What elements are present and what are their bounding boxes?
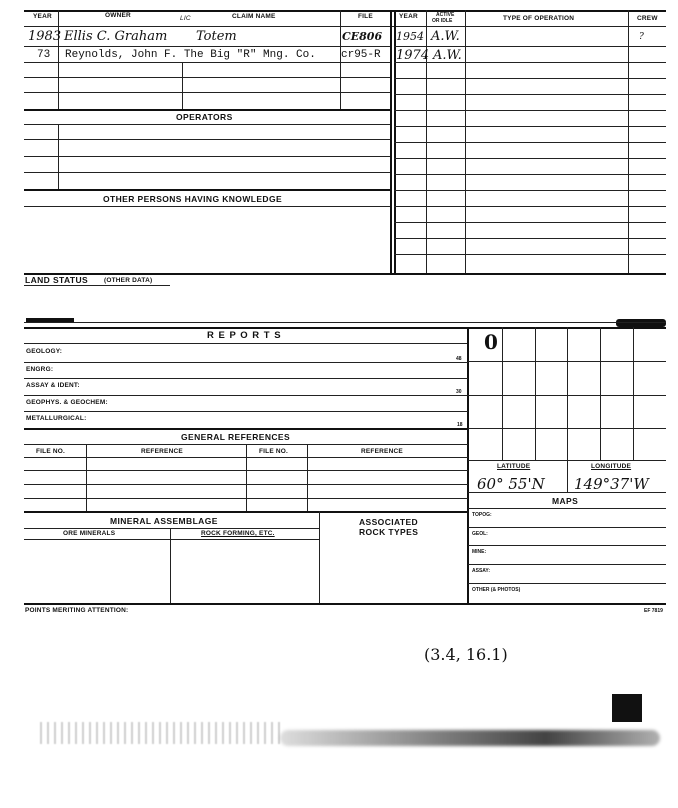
rule-land-status-underline [24, 285, 170, 286]
activity-row1-year: 1954 [396, 30, 424, 43]
section-operators: OPERATORS [176, 112, 233, 122]
header-claim-name: CLAIM NAME [232, 13, 276, 20]
rule-bottom-top-2 [24, 327, 666, 329]
rule-bottom-top [24, 322, 666, 323]
activity-row2-year: 1974 [396, 48, 430, 63]
rule-r-row13 [394, 238, 666, 239]
rule-reports-bottom [24, 343, 468, 344]
rule-v-year [58, 10, 59, 110]
activity-row2-status: A.W. [433, 48, 462, 63]
header-active: ACTIVE [436, 12, 455, 18]
black-mark-right [616, 319, 666, 327]
rule-operators-top [24, 109, 390, 111]
maps-topog: TOPOG: [472, 512, 492, 518]
rule-grid-v4 [600, 327, 601, 460]
rule-r-row3 [394, 78, 666, 79]
header-or-idle: OR IDLE [432, 18, 453, 24]
section-associated-line2: ROCK TYPES [359, 527, 419, 537]
rule-maps-3 [468, 545, 666, 546]
rule-r-row7 [394, 142, 666, 143]
rule-operators-bottom [24, 124, 390, 125]
rule-maps-5 [468, 583, 666, 584]
owner-row2-year: 73 [37, 49, 51, 61]
rule-r-row12 [394, 222, 666, 223]
ore-minerals: ORE MINERALS [63, 530, 116, 537]
rule-r-row11 [394, 206, 666, 207]
scan-smudge [280, 730, 660, 746]
rule-rep-2 [24, 378, 468, 379]
header-owner-mark: LIC [180, 15, 191, 22]
refs-file-no: FILE NO. [36, 448, 66, 455]
maps-geol: GEOL: [472, 531, 488, 537]
rule-grid-v5 [633, 327, 634, 460]
owner-row1-year: 1983 [28, 29, 62, 44]
black-square-mark [612, 694, 642, 722]
rule-v-divider [390, 10, 392, 274]
report-geophys: GEOPHYS. & GEOCHEM: [26, 399, 108, 406]
crew-mark: ? [639, 32, 644, 42]
report-metallurgical: METALLURGICAL: [26, 415, 87, 422]
maps-assay: ASSAY: [472, 568, 491, 574]
rule-gr-bottom [24, 511, 468, 513]
rule-r-row14 [394, 254, 666, 255]
section-other-persons: OTHER PERSONS HAVING KNOWLEDGE [103, 194, 283, 204]
longitude-value: 149°37'W [574, 475, 649, 493]
rule-v-right-panel [467, 327, 469, 603]
section-associated-line1: ASSOCIATED [359, 517, 419, 527]
rule-rep-1 [24, 362, 468, 363]
latitude-value: 60° 55'N [477, 475, 545, 493]
rule-r-row1 [394, 46, 666, 47]
section-land-status-sub: (OTHER DATA) [104, 277, 153, 284]
refs-reference: REFERENCE [141, 448, 183, 455]
rule-v-gr-3 [307, 444, 308, 511]
rock-forming: ROCK FORMING, ETC. [201, 530, 275, 537]
rule-r-row8 [394, 158, 666, 159]
report-num-geophys: 30 [456, 389, 462, 395]
activity-row1-status: A.W. [431, 29, 460, 44]
rule-r-row9 [394, 174, 666, 175]
rule-owner-row2 [24, 62, 390, 63]
report-engrg: ENGRG: [26, 366, 54, 373]
rule-op-row1 [24, 139, 390, 140]
rule-owner-row3 [24, 77, 390, 78]
latitude-label: LATITUDE [497, 463, 531, 470]
header-year2: YEAR [399, 13, 418, 20]
rule-r-row10 [394, 190, 666, 191]
rule-owner-row1 [24, 46, 390, 47]
header-year: YEAR [33, 13, 52, 20]
rule-grid-h3 [468, 428, 666, 429]
rule-rep-3 [24, 395, 468, 396]
rule-v-ma [170, 528, 171, 603]
refs-reference2: REFERENCE [361, 448, 403, 455]
rule-maps-1 [468, 508, 666, 509]
rule-v-operators [58, 124, 59, 190]
handwritten-annotation: (3.4, 16.1) [424, 645, 508, 664]
points-meriting-attention: POINTS MERITING ATTENTION: [25, 607, 129, 614]
rule-owner-row4 [24, 92, 390, 93]
rule-op-row2 [24, 156, 390, 157]
rule-v-gr-2 [246, 444, 247, 511]
rule-header-bottom [24, 26, 666, 27]
owner-row1-claim: Totem [196, 29, 237, 44]
maps-title: MAPS [552, 496, 579, 506]
rule-grid-v1 [502, 327, 503, 460]
rule-r-row6 [394, 126, 666, 127]
rule-ma-2 [24, 539, 319, 540]
report-num-geology: 48 [456, 356, 462, 362]
rule-rep-4 [24, 411, 468, 412]
rule-maps-4 [468, 564, 666, 565]
maps-other: OTHER (& PHOTOS) [472, 587, 521, 593]
rule-grid-h2 [468, 395, 666, 396]
rule-grid-v3 [567, 327, 568, 460]
rule-grid-v2 [535, 327, 536, 460]
header-crew: CREW [637, 15, 658, 22]
rule-rep-5 [24, 428, 468, 430]
owner-row2-owner-claim: Reynolds, John F. The Big "R" Mng. Co. [65, 49, 316, 61]
rule-top-section-bottom [24, 273, 666, 275]
rule-r-row5 [394, 110, 666, 111]
rule-v-latlon [567, 460, 568, 492]
form-number: EF 7819 [644, 608, 663, 614]
report-num-metal: 18 [457, 422, 463, 428]
section-land-status: LAND STATUS [25, 275, 89, 285]
rule-v-mineral [319, 511, 320, 603]
rule-bottom-end [24, 603, 666, 605]
section-reports: R E P O R T S [207, 330, 282, 341]
header-type-of-operation: TYPE OF OPERATION [503, 15, 575, 22]
rule-grid-h1 [468, 361, 666, 362]
section-mineral-assemblage: MINERAL ASSEMBLAGE [110, 516, 218, 526]
refs-file-no2: FILE NO. [259, 448, 289, 455]
rule-latlon-bottom [468, 492, 666, 493]
section-general-references: GENERAL REFERENCES [181, 432, 291, 442]
rule-op-row3 [24, 172, 390, 173]
header-owner: OWNER [105, 12, 131, 19]
owner-row2-file: cr95-R [341, 49, 381, 61]
owner-row1-owner: Ellis C. Graham [64, 29, 168, 44]
owner-row1-file: CE806 [342, 30, 383, 43]
rule-other-bottom [24, 206, 390, 207]
report-geology: GEOLOGY: [26, 348, 63, 355]
header-file: FILE [358, 13, 373, 20]
rule-r-row4 [394, 94, 666, 95]
rule-v-owner [182, 62, 183, 110]
rule-maps-2 [468, 527, 666, 528]
rule-v-gr-1 [86, 444, 87, 511]
rule-ma-1 [24, 528, 319, 529]
longitude-label: LONGITUDE [591, 463, 632, 470]
report-assay: ASSAY & IDENT: [26, 382, 80, 389]
scan-noise [40, 722, 280, 744]
maps-mine: MINE: [472, 549, 487, 555]
rule-other-top [24, 189, 390, 191]
grid-mark: 0 [484, 330, 498, 354]
